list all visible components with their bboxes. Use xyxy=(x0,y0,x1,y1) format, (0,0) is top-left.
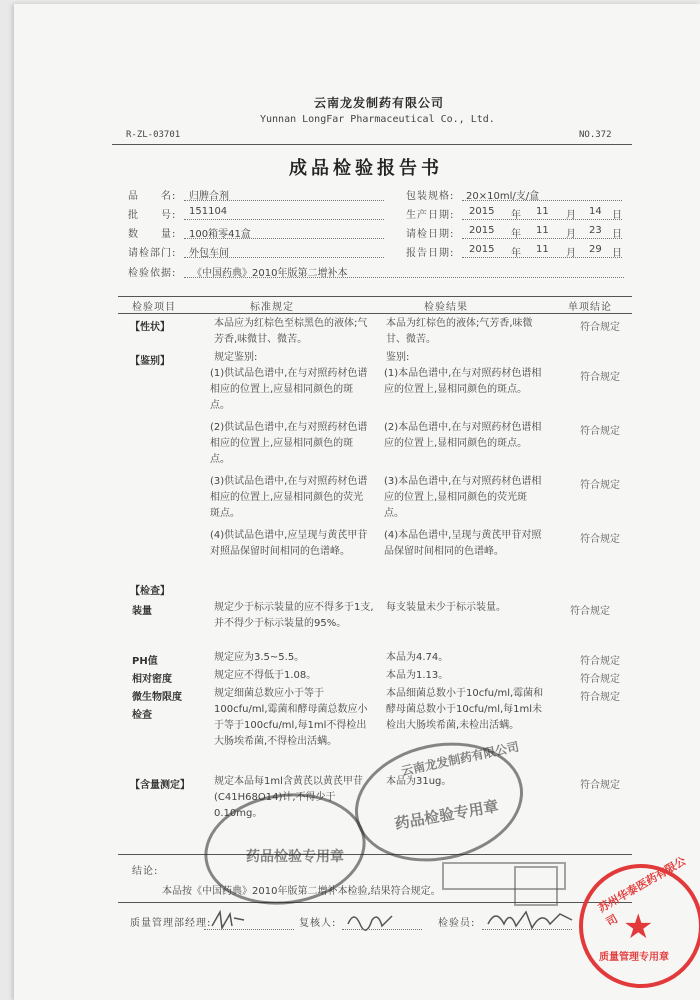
rectangular-stamp-small xyxy=(514,866,558,906)
batch-label: 批 号: xyxy=(128,210,177,221)
report-number: NO.372 xyxy=(579,130,612,140)
ph-standard: 规定应为3.5~5.5。 xyxy=(214,652,305,663)
tester-label: 检验员: xyxy=(438,918,476,929)
id-conclusion-4: 符合规定 xyxy=(580,534,620,545)
company-name-cn: 云南龙发制药有限公司 xyxy=(314,96,445,110)
volume-standard: 规定少于标示装量的应不得多于1支,并不得少于标示装量的95%。 xyxy=(214,602,374,629)
field-underline xyxy=(184,257,384,258)
company-red-seal-rim: 苏州华泰医药有限公司 xyxy=(595,854,689,929)
field-underline xyxy=(342,929,422,930)
id-standard-head: 规定鉴别: xyxy=(214,352,258,363)
section-identification: 【鉴别】 xyxy=(130,356,170,367)
package-value: 20×10ml/支/盒 xyxy=(466,191,540,202)
section-inspection: 【检查】 xyxy=(130,586,170,597)
table-header-rule xyxy=(118,313,632,314)
req-date-year: 2015 xyxy=(469,225,495,236)
field-underline xyxy=(184,238,384,239)
id-standard-3: (3)供试品色谱中,在与对照药材色谱相应的位置上,应显相同颜色的荧光斑点。 xyxy=(210,476,368,519)
year-char: 年 xyxy=(511,248,521,259)
basis-value: 《中国药典》2010年版第二增补本 xyxy=(192,268,348,279)
field-underline xyxy=(462,238,622,239)
seal-star-icon: ★ xyxy=(623,907,654,947)
section-characteristics: 【性状】 xyxy=(130,322,170,333)
table-top-rule xyxy=(118,296,632,297)
lab-stamp-left-text: 药品检验专用章 xyxy=(246,849,344,865)
id-result-2: (2)本品色谱中,在与对照药材色谱相应的位置上,显相同颜色的斑点。 xyxy=(384,422,542,449)
density-standard: 规定应不得低于1.08。 xyxy=(214,670,317,681)
year-char: 年 xyxy=(511,210,521,221)
prod-date-label: 生产日期: xyxy=(406,210,455,221)
volume-result: 每支装量未少于标示装量。 xyxy=(386,602,506,613)
report-title: 成品检验报告书 xyxy=(289,158,443,179)
id-standard-4: (4)供试品色谱中,应呈现与黄芪甲苷对照品保留时间相同的色谱峰。 xyxy=(210,530,368,557)
product-label: 品 名: xyxy=(128,191,177,202)
prod-date-day: 14 xyxy=(589,206,602,217)
field-underline xyxy=(462,219,622,220)
batch-value: 151104 xyxy=(189,206,228,217)
col-header-standard: 标准规定 xyxy=(250,302,294,313)
col-header-conclusion: 单项结论 xyxy=(568,302,612,313)
char-standard: 本品应为红棕色至棕黑色的液体;气芳香,味微甘、微苦。 xyxy=(214,318,368,345)
day-char: 日 xyxy=(612,248,622,259)
tester-signature xyxy=(486,904,576,938)
qty-label: 数 量: xyxy=(128,229,177,240)
id-result-1: (1)本品色谱中,在与对照药材色谱相应的位置上,显相同颜色的斑点。 xyxy=(384,368,542,395)
id-standard-2: (2)供试品色谱中,在与对照药材色谱相应的位置上,应显相同颜色的斑点。 xyxy=(210,422,368,465)
conclusion-label: 结论: xyxy=(132,866,159,877)
micro-title-2: 检查 xyxy=(132,710,152,721)
field-underline xyxy=(184,200,384,201)
form-code: R-ZL-03701 xyxy=(126,130,181,140)
prod-date-year: 2015 xyxy=(469,206,495,217)
density-conclusion: 符合规定 xyxy=(580,674,620,685)
ph-title: PH值 xyxy=(132,656,158,667)
field-underline xyxy=(204,929,294,930)
conclusion-text: 本品按《中国药典》2010年版第二增补本检验,结果符合规定。 xyxy=(162,886,441,897)
conclusion-rule xyxy=(118,854,632,855)
id-conclusion-1: 符合规定 xyxy=(580,372,620,383)
report-date-day: 29 xyxy=(589,244,602,255)
density-title: 相对密度 xyxy=(132,674,172,685)
product-value: 归脾合剂 xyxy=(189,191,229,202)
ph-conclusion: 符合规定 xyxy=(580,656,620,667)
month-char: 月 xyxy=(566,210,576,221)
micro-standard: 规定细菌总数应小于等于100cfu/ml,霉菌和酵母菌总数应小于等于100cfu/ml,每1ml不得检出大肠埃希菌,不得检出活螨。 xyxy=(214,688,368,747)
month-char: 月 xyxy=(566,229,576,240)
assay-result: 本品为31ug。 xyxy=(386,776,452,787)
qa-manager-label: 质量管理部经理: xyxy=(130,918,212,929)
day-char: 日 xyxy=(612,210,622,221)
report-date-year: 2015 xyxy=(469,244,495,255)
reviewer-signature xyxy=(346,908,396,936)
month-char: 月 xyxy=(566,248,576,259)
micro-conclusion: 符合规定 xyxy=(580,692,620,703)
reviewer-label: 复核人: xyxy=(299,918,337,929)
req-date-month: 11 xyxy=(536,225,549,236)
dept-label: 请检部门: xyxy=(128,248,177,259)
section-assay: 【含量测定】 xyxy=(130,780,190,791)
qa-manager-signature xyxy=(210,908,246,936)
col-header-item: 检验项目 xyxy=(132,302,176,313)
company-name-en: Yunnan LongFar Pharmaceutical Co., Ltd. xyxy=(260,114,495,125)
field-underline xyxy=(462,257,622,258)
micro-result: 本品细菌总数小于10cfu/ml,霉菌和酵母菌总数小于10cfu/ml,每1ml未检出大肠埃希菌,未检出活螨。 xyxy=(386,688,544,731)
assay-standard: 规定本品每1ml含黄芪以黄芪甲苷(C41H68O14)计,不得少于0.10mg。 xyxy=(214,776,363,819)
id-conclusion-2: 符合规定 xyxy=(580,426,620,437)
qty-value: 100箱零41盒 xyxy=(189,229,251,240)
req-date-label: 请检日期: xyxy=(406,229,455,240)
field-underline xyxy=(482,929,572,930)
package-label: 包装规格: xyxy=(406,191,455,202)
char-result: 本品为红棕色的液体;气芳香,味微甘、微苦。 xyxy=(386,318,533,345)
col-header-result: 检验结果 xyxy=(424,302,468,313)
header-rule xyxy=(112,144,632,145)
id-result-4: (4)本品色谱中,呈现与黄芪甲苷对照品保留时间相同的色谱峰。 xyxy=(384,530,542,557)
id-result-3: (3)本品色谱中,在与对照药材色谱相应的位置上,显相同颜色的荧光斑点。 xyxy=(384,476,542,519)
field-underline xyxy=(184,277,624,278)
field-underline xyxy=(462,200,622,201)
char-conclusion: 符合规定 xyxy=(580,322,620,333)
id-result-head: 鉴别: xyxy=(386,352,410,363)
micro-title-1: 微生物限度 xyxy=(132,692,182,703)
id-conclusion-3: 符合规定 xyxy=(580,480,620,491)
report-date-month: 11 xyxy=(536,244,549,255)
lab-stamp-right-text: 药品检验专用章 xyxy=(393,797,500,833)
basis-label: 检验依据: xyxy=(128,268,177,279)
density-result: 本品为1.13。 xyxy=(386,670,449,681)
req-date-day: 23 xyxy=(589,225,602,236)
report-date-label: 报告日期: xyxy=(406,248,455,259)
dept-value: 外包车间 xyxy=(189,248,229,259)
company-red-seal-center: 质量管理专用章 xyxy=(599,952,669,963)
year-char: 年 xyxy=(511,229,521,240)
report-sheet xyxy=(14,4,700,1000)
field-underline xyxy=(184,219,384,220)
prod-date-month: 11 xyxy=(536,206,549,217)
volume-title: 装量 xyxy=(132,606,152,617)
volume-conclusion: 符合规定 xyxy=(570,606,610,617)
day-char: 日 xyxy=(612,229,622,240)
lab-stamp-right-rim: 云南龙发制药有限公司 xyxy=(399,739,521,779)
assay-conclusion: 符合规定 xyxy=(580,780,620,791)
ph-result: 本品为4.74。 xyxy=(386,652,449,663)
id-standard-1: (1)供试品色谱中,在与对照药材色谱相应的位置上,应显相同颜色的斑点。 xyxy=(210,368,368,411)
